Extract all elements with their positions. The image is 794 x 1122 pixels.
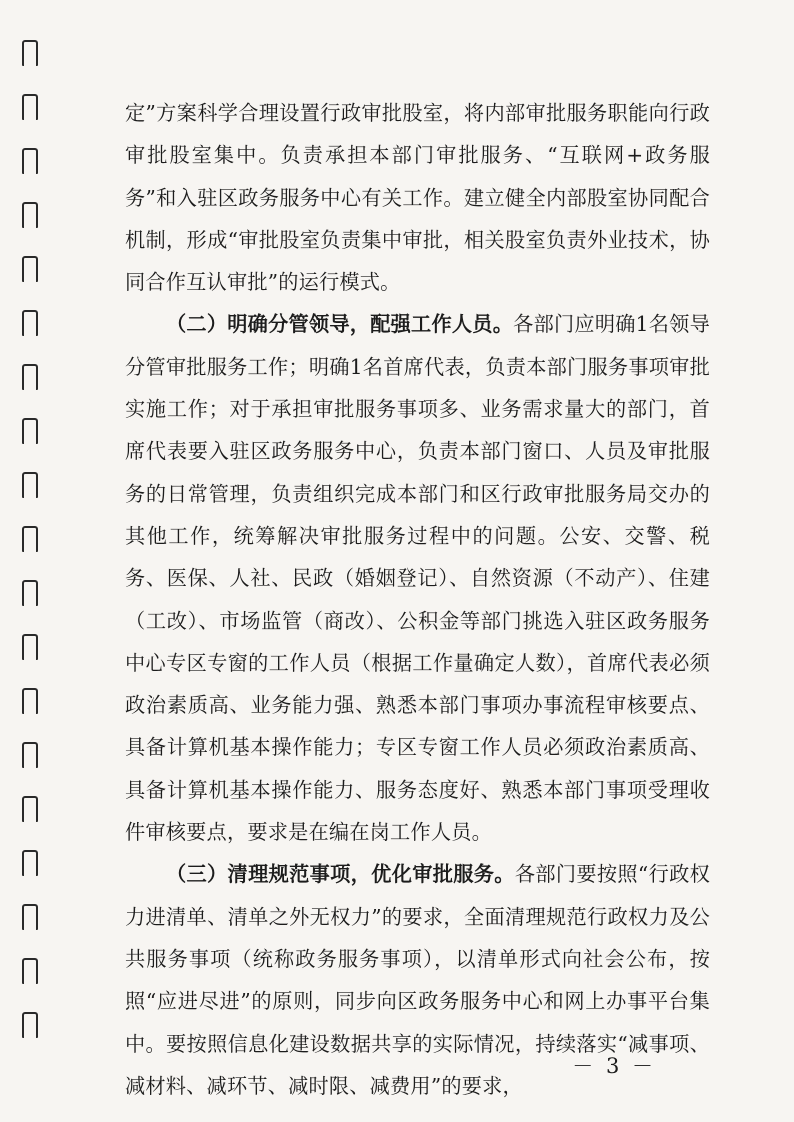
paragraph-heading: （三）清理规范事项，优化审批服务。 [166, 862, 515, 887]
binding-hole [22, 40, 38, 66]
binding-hole [22, 364, 38, 390]
binding-hole [22, 904, 38, 930]
binding-hole [22, 580, 38, 606]
binding-hole [22, 418, 38, 444]
paragraph-text: 各部门要按照“行政权力进清单、清单之外无权力”的要求，全面清理规范行政权力及公共服务事项（统称政务服务事项），以清单形式向社会公布，按照“应进尽进”的原则，同步向区政务服务中心和网上办事平台集中。要按照信息化建设数据共享的实际情况，持续落实“减事项、减材料、减环节、减时限、减费用”的要求， [125, 862, 710, 1098]
paragraph-text: 各部门应明确1名领导分管审批服务工作；明确1名首席代表，负责本部门服务事项审批实施工作；对于承担审批服务事项多、业务需求量大的部门，首席代表要入驻区政务服务中心，负责本部门窗口、人员及审批服务的日常管理，负责组织完成本部门和区行政审批服务局交办的其他工作，统筹解决审批服务过程中的问题。公安、交警、税务、医保、人社、民政（婚姻登记）、自然资源（不动产）、住建（工改）、市场监管（商改）、公积金等部门挑选入驻区政务服务中心专区专窗的工作人员（根据工作量确定人数），首席代表必须政治素质高、业务能力强、熟悉本部门事项办事流程审核要点、具备计算机基本操作能力；专区专窗工作人员必须政治素质高、具备计算机基本操作能力、服务态度好、熟悉本部门事项受理收件审核要点，要求是在编在岗工作人员。 [125, 312, 710, 845]
binding-hole [22, 850, 38, 876]
paragraph-2 [125, 303, 710, 853]
binding-hole [22, 310, 38, 336]
binding-hole [22, 148, 38, 174]
binding-hole [22, 796, 38, 822]
binding-holes [22, 20, 46, 1110]
paragraph-heading: （二）明确分管领导，配强工作人员。 [166, 312, 514, 337]
binding-hole [22, 742, 38, 768]
binding-hole [22, 526, 38, 552]
document-body [125, 92, 710, 1107]
binding-hole [22, 256, 38, 282]
binding-hole [22, 634, 38, 660]
paragraph-1 [125, 92, 710, 303]
paragraph-text: 定”方案科学合理设置行政审批股室，将内部审批服务职能向行政审批股室集中。负责承担本部门审批服务、“互联网+政务服务”和入驻区政务服务中心有关工作。建立健全内部股室协同配合机制，形成“审批股室负责集中审批，相关股室负责外业技术，协同合作互认审批”的运行模式。 [125, 101, 710, 295]
binding-hole [22, 1012, 38, 1038]
binding-hole [22, 688, 38, 714]
binding-hole [22, 94, 38, 120]
binding-hole [22, 472, 38, 498]
page-number: － 3 － [572, 1054, 656, 1078]
binding-hole [22, 958, 38, 984]
binding-hole [22, 202, 38, 228]
